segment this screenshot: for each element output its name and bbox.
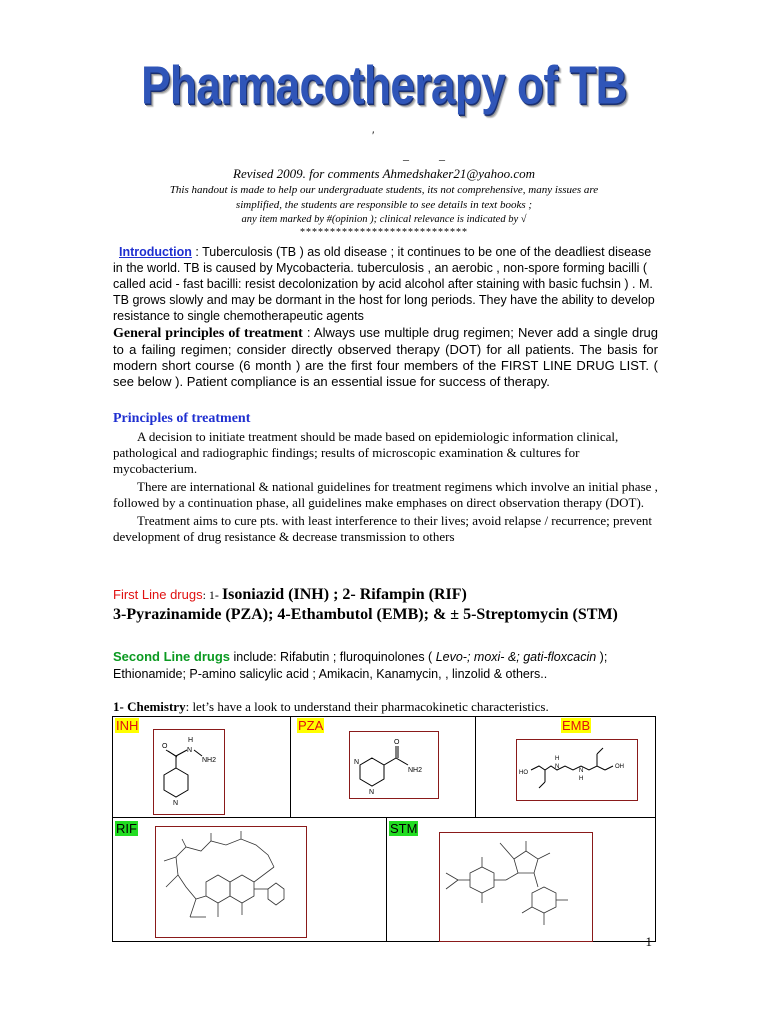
- cell-emb: [475, 716, 656, 818]
- separator-stars: ****************************: [300, 227, 468, 238]
- second-line-paragraph: [113, 648, 663, 683]
- atom-pza-n1: N: [354, 759, 360, 766]
- general-principles-heading: General principles of treatment: [113, 326, 303, 341]
- revised-line: Revised 2009. for comments Ahmedshaker21@yahoo.com: [233, 166, 535, 181]
- atom-emb-n1: N: [555, 764, 560, 770]
- cell-pza: [290, 716, 476, 818]
- pyrazinamide-structure-svg: [350, 732, 438, 798]
- structure-rif: [155, 826, 307, 938]
- first-line-label: First Line drugs: [113, 587, 203, 602]
- structure-pza: [349, 731, 439, 799]
- introduction-heading: Introduction: [119, 245, 192, 259]
- cell-stm: [386, 817, 656, 942]
- structure-stm: [439, 832, 593, 942]
- principles-p1: A decision to initiate treatment should be made based on epidemiologic information clinical, pathological and radiographic findings; results of microscopic examination & cultures for mycobacterium.: [113, 429, 619, 476]
- atom-emb-oh: OH: [615, 764, 624, 770]
- introduction-paragraph: [113, 244, 658, 324]
- first-line-drugs-1: Isoniazid (INH) ; 2- Rifampin (RIF): [221, 586, 467, 603]
- dash-marks: _ _: [403, 148, 445, 162]
- streptomycin-structure-svg: [440, 833, 592, 941]
- chemistry-label: 1- Chemistry: [113, 699, 186, 714]
- first-line-section: [113, 585, 673, 625]
- chemistry-line: [113, 699, 658, 715]
- atom-inh-ring-n: N: [173, 800, 179, 807]
- atom-inh-n: N: [187, 747, 193, 754]
- general-principles-text: : Always use multiple drug regimen; Never add a single drug to a failing regimen; consider directly observed therapy (DOT) for all patients. The basis for modern short course (6 month ) are the first four members of the FIRST LINE DRUG LIST. ( see below ). Patient compliance is an essential issue for success of therapy.: [113, 325, 658, 389]
- atom-emb-n2: N: [579, 768, 584, 774]
- atom-pza-n2: N: [369, 789, 375, 796]
- atom-inh-nh: H: [188, 737, 194, 744]
- cell-inh: [112, 716, 291, 818]
- atom-pza-nh2: NH2: [408, 767, 423, 774]
- atom-inh-nh2: NH2: [202, 757, 217, 764]
- page-number: 1: [645, 934, 652, 949]
- cell-rif: [112, 817, 387, 942]
- introduction-text: : Tuberculosis (TB ) as old disease ; it continues to be one of the deadliest disease in the world. TB is caused by Mycobacteria. tuberculosis , an aerobic , non-spore forming bacilli ( called acid - fast bacilli: resist decolonization by acid alcohol after staining with basic fuchsin ) . M. TB grows slowly and may be dormant in the host for long periods. They have the ability to develop resistance to single chemotherapeutic agents: [113, 245, 655, 323]
- first-line-colon: : 1-: [202, 588, 222, 602]
- handout-note-2: simplified, the students are responsible to see details in text books ;: [235, 199, 533, 211]
- isoniazid-structure-svg: [154, 730, 224, 814]
- atom-emb-h2: H: [579, 776, 584, 782]
- second-line-text-a: include: Rifabutin ; fluroquinolones (: [230, 650, 436, 664]
- handout-note-3: any item marked by #(opinion ); clinical relevance is indicated by √: [241, 214, 527, 225]
- rifampin-structure-svg: [156, 827, 306, 937]
- structure-emb: [516, 739, 638, 801]
- principles-section: [113, 411, 658, 545]
- label-rif: RIF: [116, 821, 137, 836]
- ethambutol-structure-svg: [517, 740, 637, 800]
- principles-p3: Treatment aims to cure pts. with least interference to their lives; avoid relapse / recurrence; prevent development of drug resistance & decrease transmission to others: [113, 513, 652, 544]
- second-line-text-b: ); Ethionamide; P-amino salicylic acid ; Amikacin, Kanamycin, , linzolid & others..: [113, 650, 608, 681]
- second-line-label: Second Line drugs: [113, 649, 231, 664]
- label-emb: EMB: [562, 718, 591, 733]
- page-title: Pharmacotherapy of TB: [141, 56, 627, 116]
- principles-p2: There are international & national guidelines for treatment regimens which involve an initial phase , followed by a continuation phase, all guidelines make emphases on direct observation therapy (DOT).: [113, 479, 658, 510]
- general-principles-paragraph: [113, 325, 658, 390]
- atom-emb-h1: H: [555, 756, 560, 762]
- second-line-fluoroquinolones: Levo-; moxi- &; gati-floxcacin: [435, 650, 597, 664]
- handout-note-1: This handout is made to help our undergraduate students, its not comprehensive, many issues are: [169, 184, 599, 196]
- atom-inh-o: O: [162, 743, 168, 750]
- principles-heading: Principles of treatment: [113, 411, 251, 426]
- atom-emb-ho: HO: [519, 770, 528, 776]
- structure-inh: [153, 729, 225, 815]
- label-pza: PZA: [298, 718, 324, 733]
- atom-pza-o: O: [394, 739, 400, 746]
- chemistry-text: : let’s have a look to understand their pharmacokinetic characteristics.: [185, 699, 549, 714]
- first-line-drugs-2: 3-Pyrazinamide (PZA); 4-Ethambutol (EMB); & ± 5-Streptomycin (STM): [113, 606, 618, 623]
- label-inh: INH: [116, 718, 139, 733]
- tick-mark: ′: [372, 128, 375, 142]
- label-stm: STM: [390, 821, 418, 836]
